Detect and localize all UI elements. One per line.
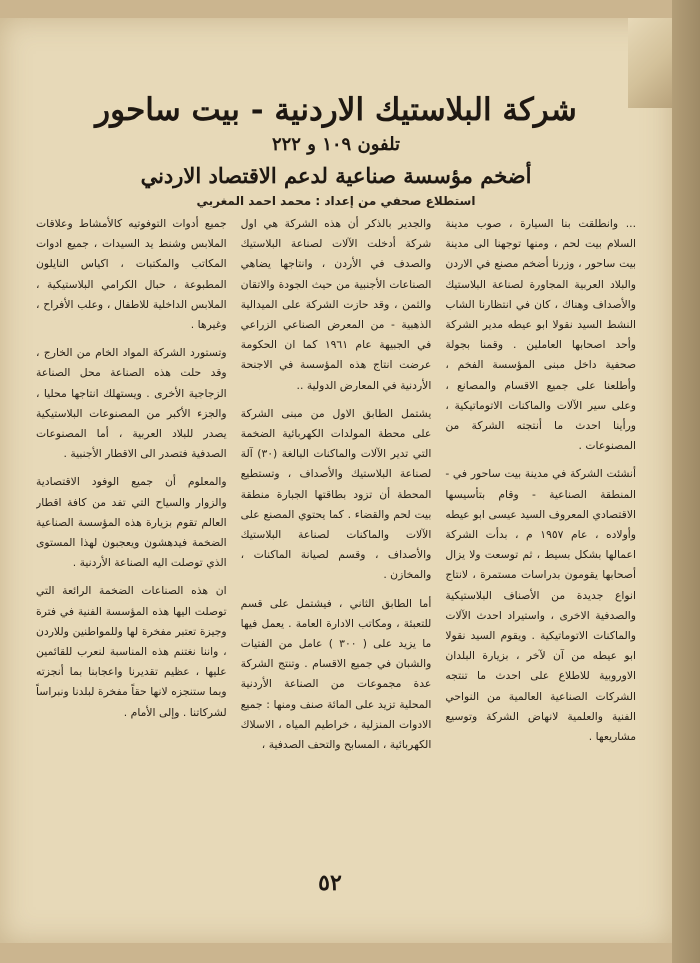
paragraph: أما الطابق الثاني ، فيشتمل على قسم للتعبئة ، ومكاتب الادارة العامة . يعمل فيها ما يزيد على ( ٣٠٠ ) عامل من الفتيات والشبان في جميع الاقسام . وتنتج الشركة عدة مجموعات من الصناعة الأردنية المحلية تزيد على المائة صنف ومنها : جميع الادوات المنزلية ، خراطيم المياه ، الاسلاك الكهربائية ، المسابح والتحف الصدفية ، <box>240 596 432 752</box>
page-edge-shadow <box>672 0 700 963</box>
article <box>36 80 636 834</box>
paragraph: ان هذه الصناعات الضخمة الرائعة التي توصلت اليها هذه المؤسسة الفنية في فترة وجيزة تعتبر مفخرة لها وللمواطنين وللاردن ، واننا نغتنم هذه المناسبة لنعرب للقائمين عليها ، عظيم تقديرنا واعجابنا بما أنجزته وبما ستنجزه لانها حقاً مفخرة لبلدنا ونبراساً لشركاتنا . وإلى الأمام . <box>35 584 227 719</box>
paragraph: وتستورد الشركة المواد الخام من الخارج ، وقد حلت هذه الصناعة محل الصناعة الزجاجية الأخرى . ويستهلك انتاجها محليا ، والجزء الأكبر من المصنوعات البلاستيكية يصدر للبلاد العربية ، أما المصنوعات الصدفية فتصدر الى الاقطار الأجنبية . <box>35 346 227 461</box>
phone-line: تلفون ١٠٩ و ٢٢٢ <box>271 134 401 155</box>
paragraph: والمعلوم أن جميع الوفود الاقتصادية والزوار والسياح التي تفد من كافة اقطار العالم تقوم بزيارة هذه المؤسسة الصناعية الضخمة فيدهشون ويعجبون لهذا المستوى الذي توصلت اليه الصناعة الأردنية . <box>35 475 227 570</box>
column-right <box>445 214 636 834</box>
paragraph: أنشئت الشركة في مدينة بيت ساحور في - المنطقة الصناعية - وقام بتأسيسها الاقتصادي المعروف السيد عيسى ابو عيطه وأولاده ، عام ١٩٥٧ م ، بدأت الشركة اعمالها بشكل بسيط ، ثم توسعت ولا يزال أصحابها يقومون بدراسات مستمرة ، لانتاج انواع جديدة من الأصناف البلاستيكية والصدفية الاخرى ، واستيراد احدث الآلات والماكنات الاتوماتيكية . ويقوم السيد نقولا ابو عيطه من آن لآخر ، بزيارة البلدان الاوروبية للاطلاع على احدث ما تنتجه الشركات الصناعية العالمية من النواحي الفنية والعلمية لانهاض الشركة وتوسيع مشاريعها . <box>445 467 636 744</box>
paragraph: يشتمل الطابق الاول من مبنى الشركة على محطة المولدات الكهربائية الضخمة التي تدير الآلات والماكنات البالغة (٣٠) آلة لصناعة البلاستيك والأصداف ، وتستطيع المحطة أن تزود بطاقتها الجبارة منطقة بيت لحم والقضاء . كما يحتوي المصنع على الآلات والماكنات لصناعة البلاستيك والأصداف ، وقسم لصيانة الماكنات ، والمخازن . <box>240 406 432 582</box>
article-columns <box>36 214 636 834</box>
paragraph: جميع أدوات التوفوتيه كالأمشاط وعلاقات الملابس وشنط يد السيدات ، جميع ادوات المكاتب والمكتبات ، اكياس النايلون المطبوعة ، حبال الكرامي البلاستيكية ، الملابس الداخلية للاطفال ، وعلب الأفراح ، وغيرها . <box>35 217 227 332</box>
column-middle <box>241 214 432 834</box>
column-left <box>36 214 227 834</box>
article-byline: استطلاع صحفي من إعداد : محمد احمد المغربي <box>196 194 476 208</box>
article-subtitle: أضخم مؤسسة صناعية لدعم الاقتصاد الاردني <box>140 163 532 188</box>
paragraph: ... وانطلقت بنا السيارة ، صوب مدينة السلام بيت لحم ، ومنها توجهنا الى مدينة بيت ساحور ، وزرنا أضخم مصنع في الاردن والبلاد العربية المجاورة لصناعة البلاستيك والأصداف وهناك ، كان في انتظارنا الشاب النشط السيد نقولا ابو عيطه مدير الشركة وأحد اصحابها العاملين . وقمنا بجولة صحفية داخل مبنى المؤسسة الفخم ، وأطلعنا على جميع الاقسام والمصانع ، وعلى سير الآلات والماكنات الاتوماتيكية ، ورأينا احدث ما أنتجته الشركة من المصنوعات . <box>445 217 636 453</box>
article-title: شركة البلاستيك الاردنية - بيت ساحور <box>95 92 577 128</box>
paragraph: والجدير بالذكر أن هذه الشركة هي اول شركة أدخلت الآلات لصناعة البلاستيك والصدف في الأردن ، وانتاجها يضاهي الصناعات الأجنبية من حيث الجودة والاتقان والثمن ، وقد حازت الشركة على الميدالية الذهبية - من المعرض الصناعي الزراعي في الجبيهة عام ١٩٦١ كما ان الحكومة عرضت انتاج هذه المؤسسة في الاجنحة الأردنية في المعارض الدولية .. <box>240 217 432 392</box>
page-number: ٥٢ <box>318 870 342 896</box>
